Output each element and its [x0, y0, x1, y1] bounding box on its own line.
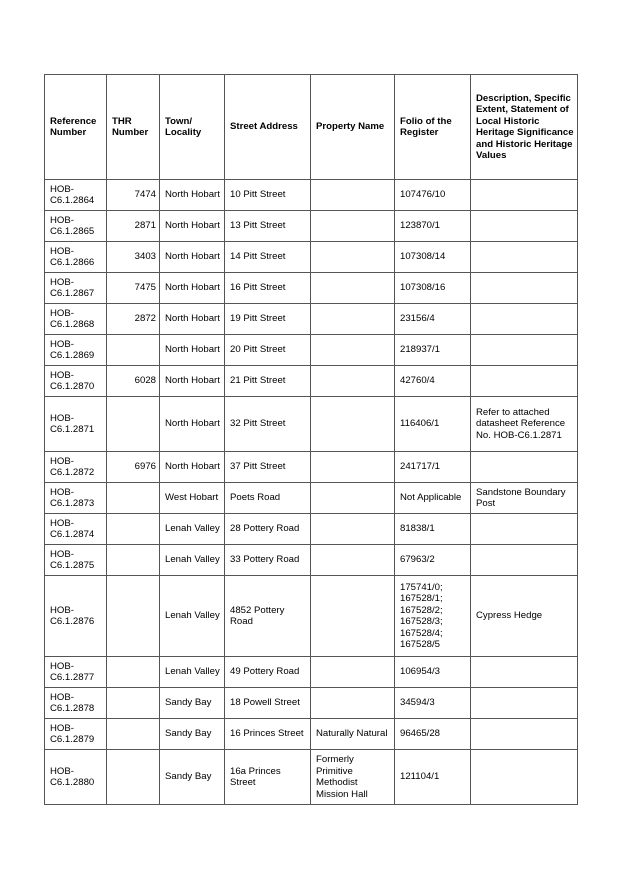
cell-reference: HOB-C6.1.2872 — [45, 452, 107, 483]
cell-thr-number — [107, 335, 160, 366]
cell-folio: 107308/14 — [395, 242, 471, 273]
cell-description: Refer to attached datasheet Reference No. HOB-C6.1.2871 — [471, 397, 578, 452]
cell-town: Lenah Valley — [160, 576, 225, 657]
cell-town: North Hobart — [160, 273, 225, 304]
cell-property-name — [311, 688, 395, 719]
cell-folio: 81838/1 — [395, 514, 471, 545]
col-header-thr: THR Number — [107, 75, 160, 180]
cell-description — [471, 452, 578, 483]
cell-thr-number — [107, 545, 160, 576]
col-header-town: Town/ Locality — [160, 75, 225, 180]
cell-property-name — [311, 273, 395, 304]
cell-property-name — [311, 545, 395, 576]
cell-folio: 42760/4 — [395, 366, 471, 397]
table-row — [45, 273, 578, 304]
cell-folio: 116406/1 — [395, 397, 471, 452]
cell-thr-number — [107, 719, 160, 750]
cell-street-address: 4852 Pottery Road — [225, 576, 311, 657]
cell-reference: HOB-C6.1.2878 — [45, 688, 107, 719]
cell-description — [471, 304, 578, 335]
cell-street-address: 16 Princes Street — [225, 719, 311, 750]
cell-street-address: 32 Pitt Street — [225, 397, 311, 452]
table-row — [45, 397, 578, 452]
cell-town: North Hobart — [160, 397, 225, 452]
cell-folio: 241717/1 — [395, 452, 471, 483]
col-header-folio: Folio of the Register — [395, 75, 471, 180]
cell-description: Cypress Hedge — [471, 576, 578, 657]
cell-property-name — [311, 180, 395, 211]
table-row — [45, 576, 578, 657]
cell-description — [471, 366, 578, 397]
cell-town: North Hobart — [160, 242, 225, 273]
cell-thr-number: 2871 — [107, 211, 160, 242]
col-header-street: Street Address — [225, 75, 311, 180]
heritage-register-table — [44, 74, 578, 805]
cell-folio: 107308/16 — [395, 273, 471, 304]
cell-property-name — [311, 242, 395, 273]
cell-reference: HOB-C6.1.2864 — [45, 180, 107, 211]
cell-reference: HOB-C6.1.2879 — [45, 719, 107, 750]
cell-town: Lenah Valley — [160, 657, 225, 688]
cell-thr-number — [107, 514, 160, 545]
cell-property-name — [311, 397, 395, 452]
cell-thr-number — [107, 397, 160, 452]
cell-reference: HOB-C6.1.2866 — [45, 242, 107, 273]
cell-property-name — [311, 366, 395, 397]
table-row — [45, 366, 578, 397]
cell-thr-number — [107, 483, 160, 514]
cell-reference: HOB-C6.1.2880 — [45, 750, 107, 805]
cell-town: North Hobart — [160, 335, 225, 366]
cell-street-address: 16 Pitt Street — [225, 273, 311, 304]
table-row — [45, 483, 578, 514]
cell-street-address: 49 Pottery Road — [225, 657, 311, 688]
cell-property-name — [311, 657, 395, 688]
cell-street-address: Poets Road — [225, 483, 311, 514]
cell-town: Sandy Bay — [160, 688, 225, 719]
cell-street-address: 18 Powell Street — [225, 688, 311, 719]
cell-thr-number: 2872 — [107, 304, 160, 335]
cell-town: Sandy Bay — [160, 719, 225, 750]
col-header-description: Description, Specific Extent, Statement of Local Historic Heritage Significance and Historic Heritage Values — [471, 75, 578, 180]
cell-property-name: Formerly Primitive Methodist Mission Hall — [311, 750, 395, 805]
cell-street-address: 20 Pitt Street — [225, 335, 311, 366]
cell-folio: 218937/1 — [395, 335, 471, 366]
cell-reference: HOB-C6.1.2877 — [45, 657, 107, 688]
cell-reference: HOB-C6.1.2875 — [45, 545, 107, 576]
cell-folio: 96465/28 — [395, 719, 471, 750]
cell-property-name — [311, 452, 395, 483]
cell-folio: 106954/3 — [395, 657, 471, 688]
cell-property-name — [311, 211, 395, 242]
cell-property-name — [311, 576, 395, 657]
cell-description — [471, 180, 578, 211]
table-row — [45, 688, 578, 719]
cell-thr-number: 3403 — [107, 242, 160, 273]
cell-description — [471, 211, 578, 242]
cell-description: Sandstone Boundary Post — [471, 483, 578, 514]
cell-reference: HOB-C6.1.2871 — [45, 397, 107, 452]
table-row — [45, 304, 578, 335]
cell-folio: 121104/1 — [395, 750, 471, 805]
cell-thr-number — [107, 688, 160, 719]
cell-description — [471, 242, 578, 273]
cell-folio: 175741/0; 167528/1; 167528/2; 167528/3; 167528/4; 167528/5 — [395, 576, 471, 657]
cell-town: North Hobart — [160, 180, 225, 211]
cell-description — [471, 657, 578, 688]
cell-reference: HOB-C6.1.2876 — [45, 576, 107, 657]
cell-property-name: Naturally Natural — [311, 719, 395, 750]
table-row — [45, 335, 578, 366]
cell-description — [471, 335, 578, 366]
table-row — [45, 719, 578, 750]
table-row — [45, 657, 578, 688]
cell-town: North Hobart — [160, 304, 225, 335]
cell-street-address: 13 Pitt Street — [225, 211, 311, 242]
cell-folio: 107476/10 — [395, 180, 471, 211]
col-header-property: Property Name — [311, 75, 395, 180]
cell-town: West Hobart — [160, 483, 225, 514]
col-header-reference: Reference Number — [45, 75, 107, 180]
cell-reference: HOB-C6.1.2874 — [45, 514, 107, 545]
cell-street-address: 21 Pitt Street — [225, 366, 311, 397]
table-row — [45, 514, 578, 545]
cell-folio: 67963/2 — [395, 545, 471, 576]
cell-reference: HOB-C6.1.2865 — [45, 211, 107, 242]
cell-street-address: 28 Pottery Road — [225, 514, 311, 545]
table-row — [45, 211, 578, 242]
cell-street-address: 33 Pottery Road — [225, 545, 311, 576]
cell-folio: 34594/3 — [395, 688, 471, 719]
table-row — [45, 545, 578, 576]
cell-town: Lenah Valley — [160, 514, 225, 545]
table-row — [45, 452, 578, 483]
cell-street-address: 14 Pitt Street — [225, 242, 311, 273]
cell-folio: 123870/1 — [395, 211, 471, 242]
cell-thr-number: 6028 — [107, 366, 160, 397]
cell-reference: HOB-C6.1.2870 — [45, 366, 107, 397]
cell-town: Sandy Bay — [160, 750, 225, 805]
cell-reference: HOB-C6.1.2869 — [45, 335, 107, 366]
cell-property-name — [311, 514, 395, 545]
cell-description — [471, 273, 578, 304]
cell-street-address: 16a Princes Street — [225, 750, 311, 805]
cell-town: North Hobart — [160, 211, 225, 242]
cell-description — [471, 750, 578, 805]
cell-description — [471, 545, 578, 576]
cell-street-address: 19 Pitt Street — [225, 304, 311, 335]
cell-description — [471, 719, 578, 750]
table-row — [45, 242, 578, 273]
table-row — [45, 750, 578, 805]
table-row — [45, 180, 578, 211]
cell-thr-number — [107, 657, 160, 688]
cell-property-name — [311, 304, 395, 335]
table-header-row — [45, 75, 578, 180]
cell-reference: HOB-C6.1.2867 — [45, 273, 107, 304]
cell-folio: 23156/4 — [395, 304, 471, 335]
cell-description — [471, 688, 578, 719]
cell-reference: HOB-C6.1.2868 — [45, 304, 107, 335]
cell-description — [471, 514, 578, 545]
cell-thr-number: 7475 — [107, 273, 160, 304]
cell-thr-number — [107, 750, 160, 805]
cell-town: Lenah Valley — [160, 545, 225, 576]
cell-thr-number: 7474 — [107, 180, 160, 211]
cell-property-name — [311, 483, 395, 514]
cell-town: North Hobart — [160, 452, 225, 483]
cell-reference: HOB-C6.1.2873 — [45, 483, 107, 514]
cell-property-name — [311, 335, 395, 366]
cell-town: North Hobart — [160, 366, 225, 397]
cell-folio: Not Applicable — [395, 483, 471, 514]
cell-thr-number: 6976 — [107, 452, 160, 483]
cell-thr-number — [107, 576, 160, 657]
cell-street-address: 10 Pitt Street — [225, 180, 311, 211]
cell-street-address: 37 Pitt Street — [225, 452, 311, 483]
